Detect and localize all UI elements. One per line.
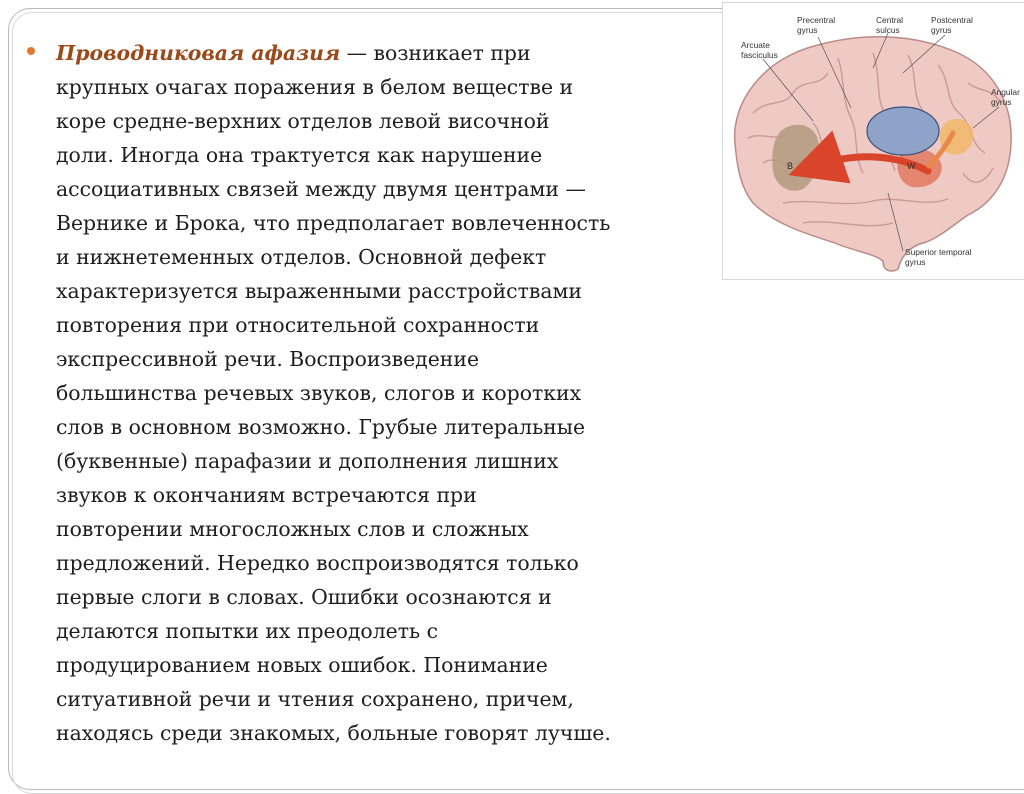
text-line-5: Вернике и Брока, что предполагает вовлеченность [56, 211, 611, 235]
label-postcentral-2: gyrus [931, 25, 952, 35]
text-line-1: крупных очагах поражения в белом веществе и [56, 75, 574, 99]
label-central-1: Central [876, 15, 903, 25]
broca-letter: B [787, 161, 794, 171]
wernicke-letter: W [907, 161, 916, 171]
label-arcuate-2: fasciculus [741, 50, 778, 60]
brain-diagram [722, 2, 1024, 280]
brain-diagram-svg [723, 3, 1024, 279]
label-central-2: sulcus [876, 25, 900, 35]
text-line-14: повторении многосложных слов и сложных [56, 517, 529, 541]
bullet-icon [27, 47, 35, 55]
arcuate-oval [867, 107, 939, 155]
term-title: Проводниковая афазия [56, 41, 341, 65]
main-text [56, 36, 726, 750]
text-line-19: ситуативной речи и чтения сохранено, причем, [56, 687, 574, 711]
label-angular-2: gyrus [991, 97, 1012, 107]
text-line-3: доли. Иногда она трактуется как нарушение [56, 143, 543, 167]
text-line-4: ассоциативных связей между двумя центрами — [56, 177, 586, 201]
label-angular-1: Angular [991, 87, 1020, 97]
text-line-6: и нижнетеменных отделов. Основной дефект [56, 245, 547, 269]
text-line-9: экспрессивной речи. Воспроизведение [56, 347, 480, 371]
text-line-12: (буквенные) парафазии и дополнения лишних [56, 449, 559, 473]
text-line-16: первые слоги в словах. Ошибки осознаются и [56, 585, 552, 609]
label-sup-temporal-2: gyrus [905, 257, 926, 267]
label-arcuate-1: Arcuate [741, 40, 770, 50]
text-line-17: делаются попытки их преодолеть с [56, 619, 439, 643]
label-precentral-1: Precentral [797, 15, 836, 25]
text-line-0: Проводниковая афазия — возникает при [56, 41, 531, 65]
text-line-10: большинства речевых звуков, слогов и коротких [56, 381, 582, 405]
text-line-11: слов в основном возможно. Грубые литеральные [56, 415, 586, 439]
label-precentral-2: gyrus [797, 25, 818, 35]
text-line-7: характеризуется выраженными расстройствами [56, 279, 582, 303]
label-postcentral-1: Postcentral [931, 15, 973, 25]
text-line-13: звуков к окончаниям встречаются при [56, 483, 477, 507]
text-line-18: продуцированием новых ошибок. Понимание [56, 653, 548, 677]
text-line-20: находясь среди знакомых, больные говорят лучше. [56, 721, 611, 745]
label-sup-temporal-1: Superior temporal [905, 247, 972, 257]
text-line-2: коре средне-верхних отделов левой височной [56, 109, 550, 133]
text-line-15: предложений. Нередко воспроизводятся только [56, 551, 579, 575]
text-line-8: повторения при относительной сохранности [56, 313, 540, 337]
